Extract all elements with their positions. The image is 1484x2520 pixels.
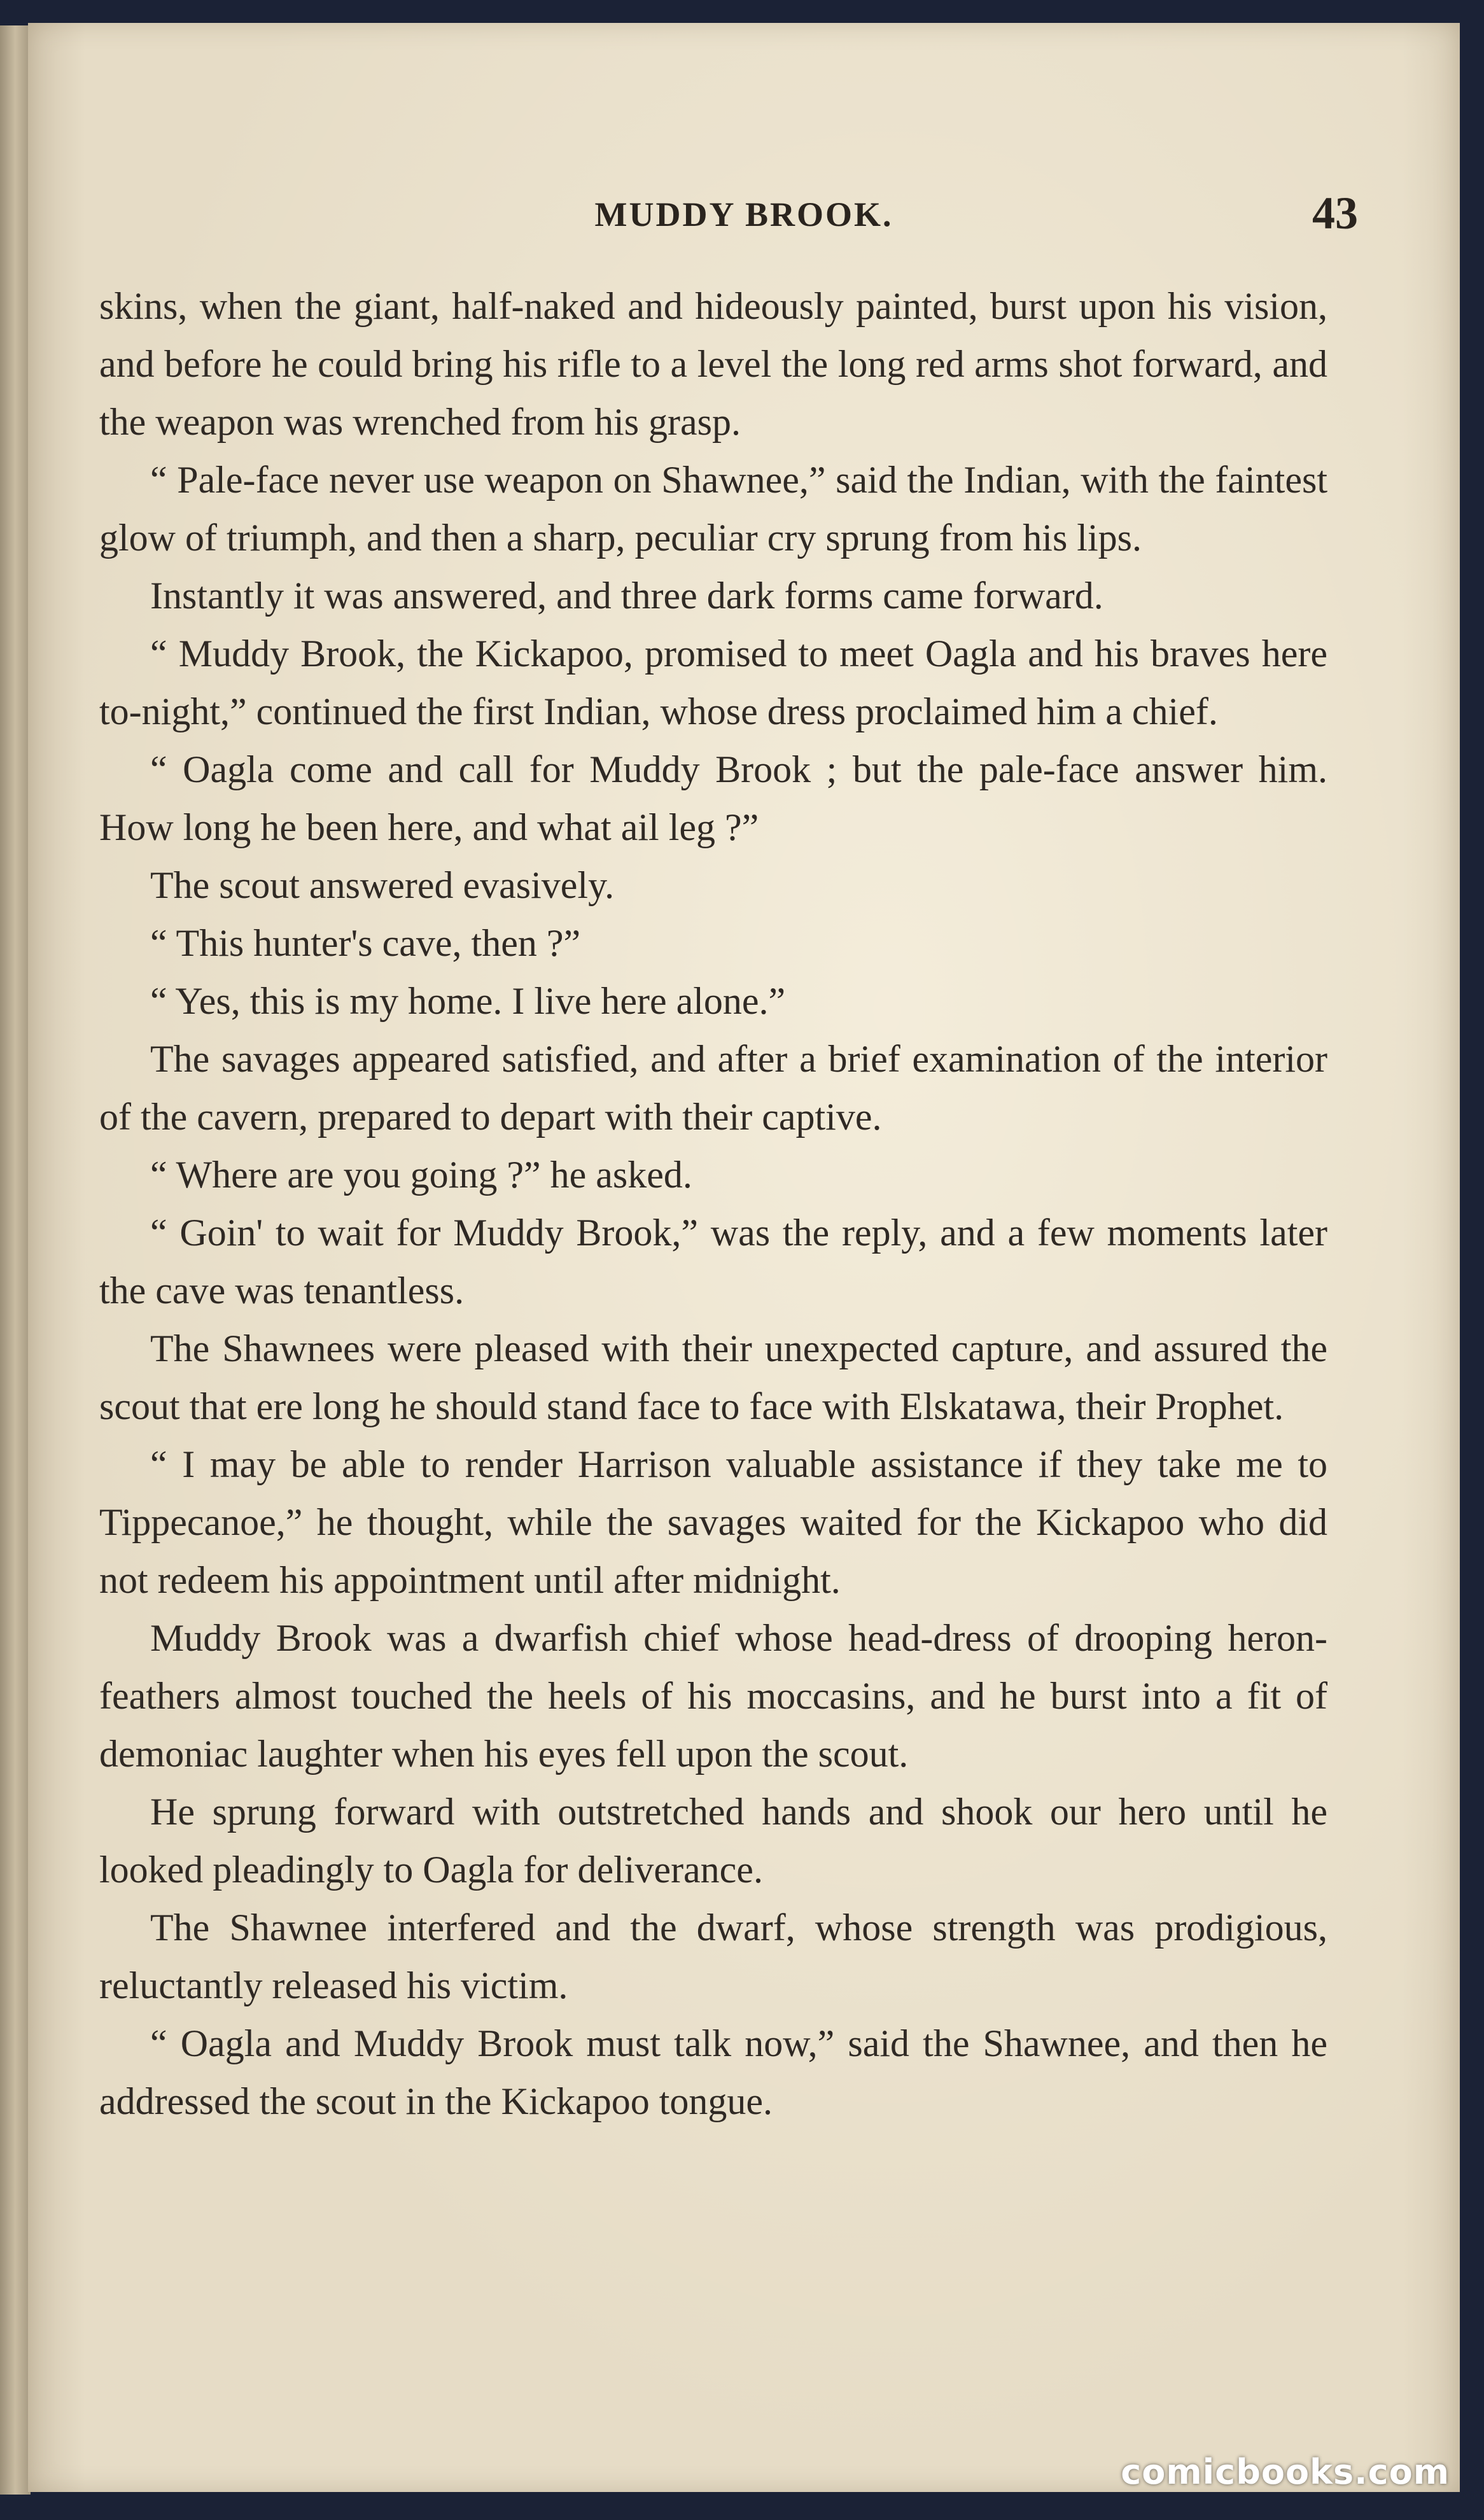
book-binding-edge [0,25,31,2495]
paragraph: “ Oagla and Muddy Brook must talk now,” said the Shawnee, and then he addressed the scout in the Kickapoo tongue. [99,2022,1327,2122]
paragraph: “ This hunter's cave, then ?” [150,922,581,964]
book-page [28,23,1460,2492]
paragraph: skins, when the giant, half-naked and hideously painted, burst upon his vision, and before he could bring his rifle to a level the long red arms shot forward, and the weapon was wrenched from his grasp. [99,285,1327,443]
body-text [99,277,1327,2131]
page-number: 43 [1312,188,1358,239]
paragraph: The scout answered evasively. [150,864,615,906]
paragraph: Muddy Brook was a dwarfish chief whose head-dress of drooping heron-feathers almost touched the heels of his moccasins, and he burst into a fit of demoniac laughter when his eyes fell upon the scout. [99,1617,1327,1775]
paragraph: “ Where are you going ?” he asked. [150,1154,692,1196]
paragraph: “ Muddy Brook, the Kickapoo, promised to meet Oagla and his braves here to-night,” continued the first Indian, whose dress proclaimed him a chief. [99,633,1327,732]
paragraph: “ Yes, this is my home. I live here alone.” [150,980,786,1022]
paragraph: The Shawnee interfered and the dwarf, whose strength was prodigious, reluctantly released his victim. [99,1907,1327,2006]
paragraph: “ I may be able to render Harrison valuable assistance if they take me to Tippecanoe,” he thought, while the savages waited for the Kickapoo who did not redeem his appointment until after midnight. [99,1443,1327,1601]
paragraph: “ Oagla come and call for Muddy Brook ; but the pale-face answer him. How long he been here, and what ail leg ?” [99,748,1327,848]
paragraph: He sprung forward with outstretched hands and shook our hero until he looked pleadingly to Oagla for deliverance. [99,1791,1327,1891]
paragraph: Instantly it was answered, and three dark forms came forward. [150,575,1103,617]
running-head: MUDDY BROOK. [594,195,893,234]
paragraph: “ Goin' to wait for Muddy Brook,” was the reply, and a few moments later the cave was tenantless. [99,1212,1327,1312]
watermark: comicbooks.com [1121,2452,1450,2492]
paragraph: The savages appeared satisfied, and after a brief examination of the interior of the cavern, prepared to depart with their captive. [99,1038,1327,1138]
paragraph: “ Pale-face never use weapon on Shawnee,” said the Indian, with the faintest glow of triumph, and then a sharp, peculiar cry sprung from his lips. [99,459,1327,559]
paragraph: The Shawnees were pleased with their unexpected capture, and assured the scout that ere long he should stand face to face with Elskatawa, their Prophet. [99,1327,1327,1427]
